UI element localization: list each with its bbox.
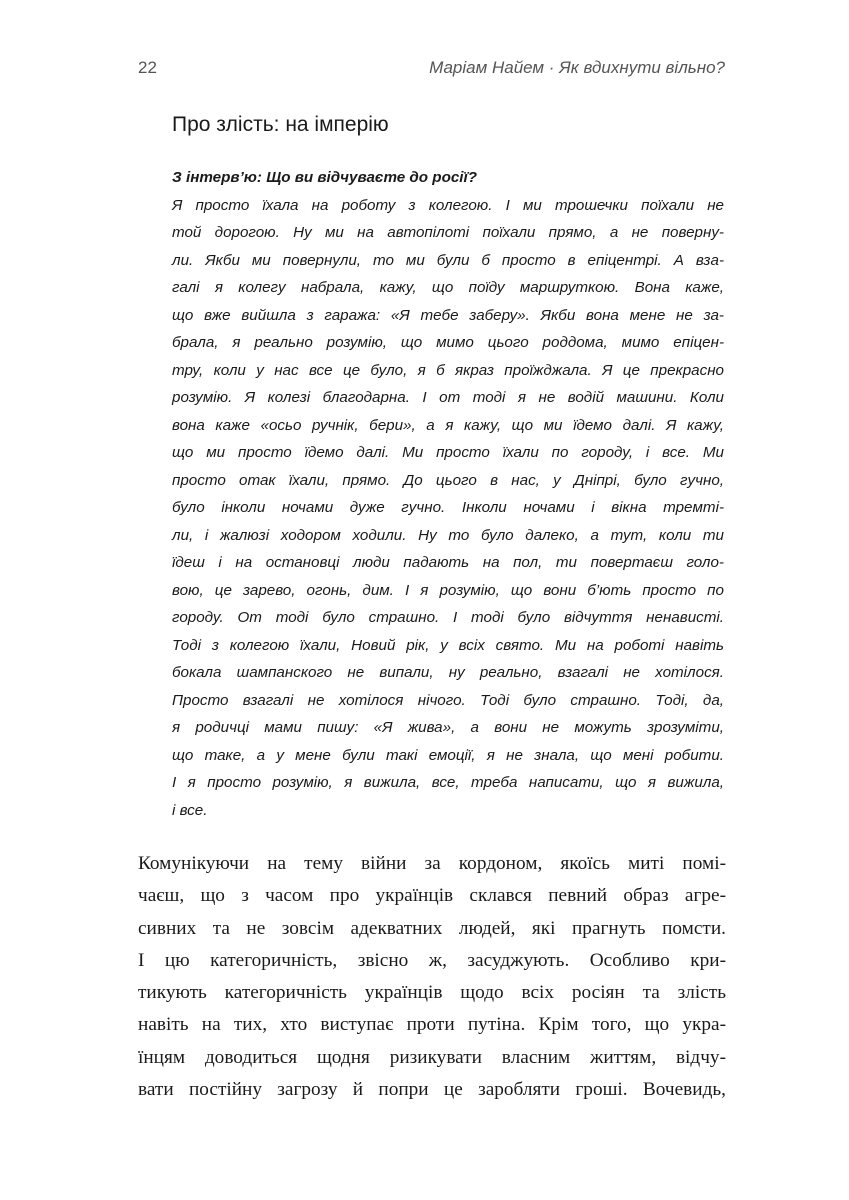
interview-block: [172, 164, 724, 824]
interview-line: що ми просто їдемо далі. Ми просто їхали по городу, і все. Ми: [172, 444, 724, 461]
interview-line: було інколи ночами дуже гучно. Інколи ночами і вікна трeмті-: [172, 499, 724, 516]
interview-line: я родичці мами пишу: «Я жива», а вони не можуть зрозуміти,: [172, 719, 724, 736]
interview-line: їдеш і на остановці люди падають на пол, ти повертаєш голо-: [172, 554, 724, 571]
body-line: Комунікуючи на тему війни за кордоном, якоїсь миті помі-: [138, 853, 726, 874]
interview-question: З інтерв’ю: Що ви відчуваєте до росії?: [172, 169, 478, 186]
interview-line: просто отак їхали, прямо. До цього в нас, у Дніпрі, було гучно,: [172, 471, 724, 489]
interview-line: Тоді з колегою їхали, Новий рік, у всіх свято. Ми на роботі навіть: [172, 636, 724, 654]
interview-line: брала, я реально розумію, що мимо цього роддома, мимо епіцен-: [172, 334, 724, 351]
running-title: Маріам Найем · Як вдихнути вільно?: [429, 58, 725, 77]
interview-line: розумію. Я колезі благодарна. І от тоді я не водій машини. Коли: [172, 389, 724, 406]
interview-line: І я просто розумію, я вижила, все, треба написати, що я вижила,: [172, 774, 724, 791]
body-line: вати постійну загрозу й попри це заробляти гроші. Вочевидь,: [138, 1079, 726, 1101]
interview-line: вою, це зарево, огонь, дим. І я розумію, що вони б’ють просто по: [172, 581, 724, 599]
page-header: [138, 58, 725, 88]
interview-line: ли, і жалюзі ходором ходили. Ну то було далеко, а тут, коли ти: [172, 526, 724, 544]
body-line: тикують категоричність українців щодо всіх росіян та злість: [138, 982, 726, 1004]
body-line: сивних та не зовсім адекватних людей, які прагнуть помсти.: [138, 917, 726, 939]
body-line: І цю категоричність, звісно ж, засуджують. Особливо кри-: [138, 949, 726, 971]
interview-line-last: і все.: [172, 801, 208, 819]
interview-line: ли. Якби ми повернули, то ми були б просто в епіцентрі. А взa-: [172, 251, 724, 269]
interview-line: городу. От тоді було страшно. І тоді було відчуття ненависті.: [172, 609, 724, 626]
section-heading: Про злість: на імперію: [172, 113, 389, 136]
interview-line: Просто взагалі не хотілося нічого. Тоді було страшно. Тоді, да,: [172, 691, 724, 709]
interview-line: що вже вийшла з гаража: «Я тебе заберу». Якби вона мене не за-: [172, 306, 724, 324]
interview-line: що таке, а у мене були такі емоції, я не знала, що мені робити.: [172, 746, 724, 764]
interview-line: бокала шампанского не випали, ну реально, взагалі не хотілося.: [172, 664, 724, 681]
body-paragraph: [138, 848, 726, 1106]
interview-line: вона каже «осьо ручнік, бери», а я кажу, що ми їдемо далі. Я кажу,: [172, 416, 724, 434]
body-line: чаєш, що з часом про українців склався певний образ агре-: [138, 885, 726, 907]
interview-line: Я просто їхала на роботу з колегою. І ми трошечки поїхали не: [172, 196, 724, 214]
interview-line: той дорогою. Ну ми на автопілоті поїхали прямо, а не поверну-: [172, 224, 724, 241]
body-line: їнцям доводиться щодня ризикувати власним життям, відчу-: [138, 1046, 726, 1068]
body-line: навіть на тих, хто виступає проти путіна. Крім того, що укра-: [138, 1014, 726, 1036]
interview-line: галі я колегу набрала, кажу, що поїду маршруткою. Вона каже,: [172, 279, 724, 296]
interview-line: тру, коли у нас все це було, я б якраз проїжджала. Я це прекрасно: [172, 361, 724, 379]
page-number: 22: [138, 58, 157, 77]
